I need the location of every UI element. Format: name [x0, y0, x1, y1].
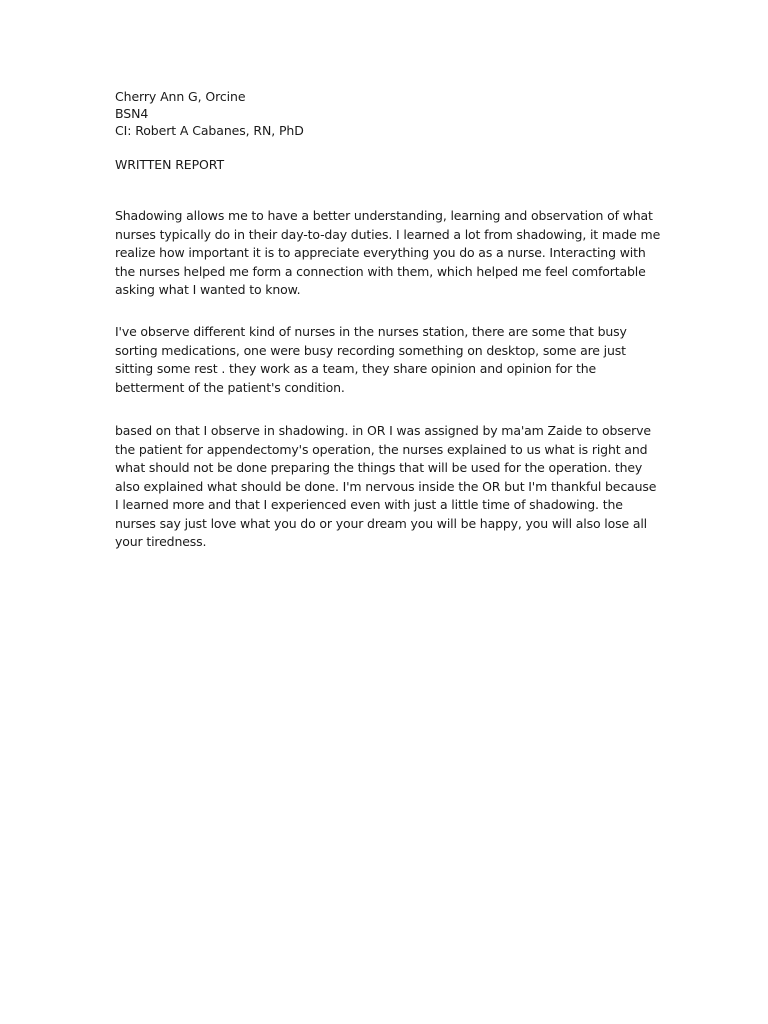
- paragraph-line: your tiredness.: [115, 534, 207, 549]
- paragraph-line: betterment of the patient's condition.: [115, 379, 345, 395]
- paragraph-line: the patient for appendectomy's operation, the nurses explained to us what is right and: [115, 441, 648, 457]
- student-name: Cherry Ann G, Orcine: [115, 89, 246, 104]
- paragraph-line: sitting some rest . they work as a team, they share opinion and opinion for the: [115, 361, 597, 376]
- report-title: WRITTEN REPORT: [115, 157, 224, 172]
- paragraph-3: [115, 422, 655, 552]
- paragraph-line: realize how important it is to appreciate everything you do as a nurse. Interacting with: [115, 245, 646, 260]
- paragraph-line: asking what I wanted to know.: [115, 282, 301, 297]
- paragraph-line: nurses typically do in their day-to-day duties. I learned a lot from shadowing, it made me: [115, 226, 661, 242]
- section-label: BSN4: [115, 106, 149, 121]
- paragraph-line: sorting medications, one were busy recording something on desktop, some are just: [115, 342, 626, 358]
- paragraph-line: I've observe different kind of nurses in the nurses station, there are some that busy: [115, 324, 627, 339]
- paragraph-line: I learned more and that I experienced even with just a little time of shadowing. the: [115, 497, 623, 512]
- paragraph-line: Shadowing allows me to have a better understanding, learning and observation of what: [115, 208, 653, 223]
- paragraph-1: [115, 207, 661, 300]
- paragraph-line: what should not be done preparing the things that will be used for the operation. they: [115, 460, 643, 475]
- paragraph-line: nurses say just love what you do or your dream you will be happy, you will also lose all: [115, 515, 647, 531]
- paragraph-line: also explained what should be done. I'm nervous inside the OR but I'm thankful because: [115, 478, 657, 494]
- clinical-instructor: CI: Robert A Cabanes, RN, PhD: [115, 123, 304, 138]
- paragraph-line: the nurses helped me form a connection with them, which helped me feel comfortable: [115, 263, 646, 279]
- paragraph-2: [115, 323, 655, 397]
- paragraph-line: based on that I observe in shadowing. in OR I was assigned by ma'am Zaide to observe: [115, 423, 651, 438]
